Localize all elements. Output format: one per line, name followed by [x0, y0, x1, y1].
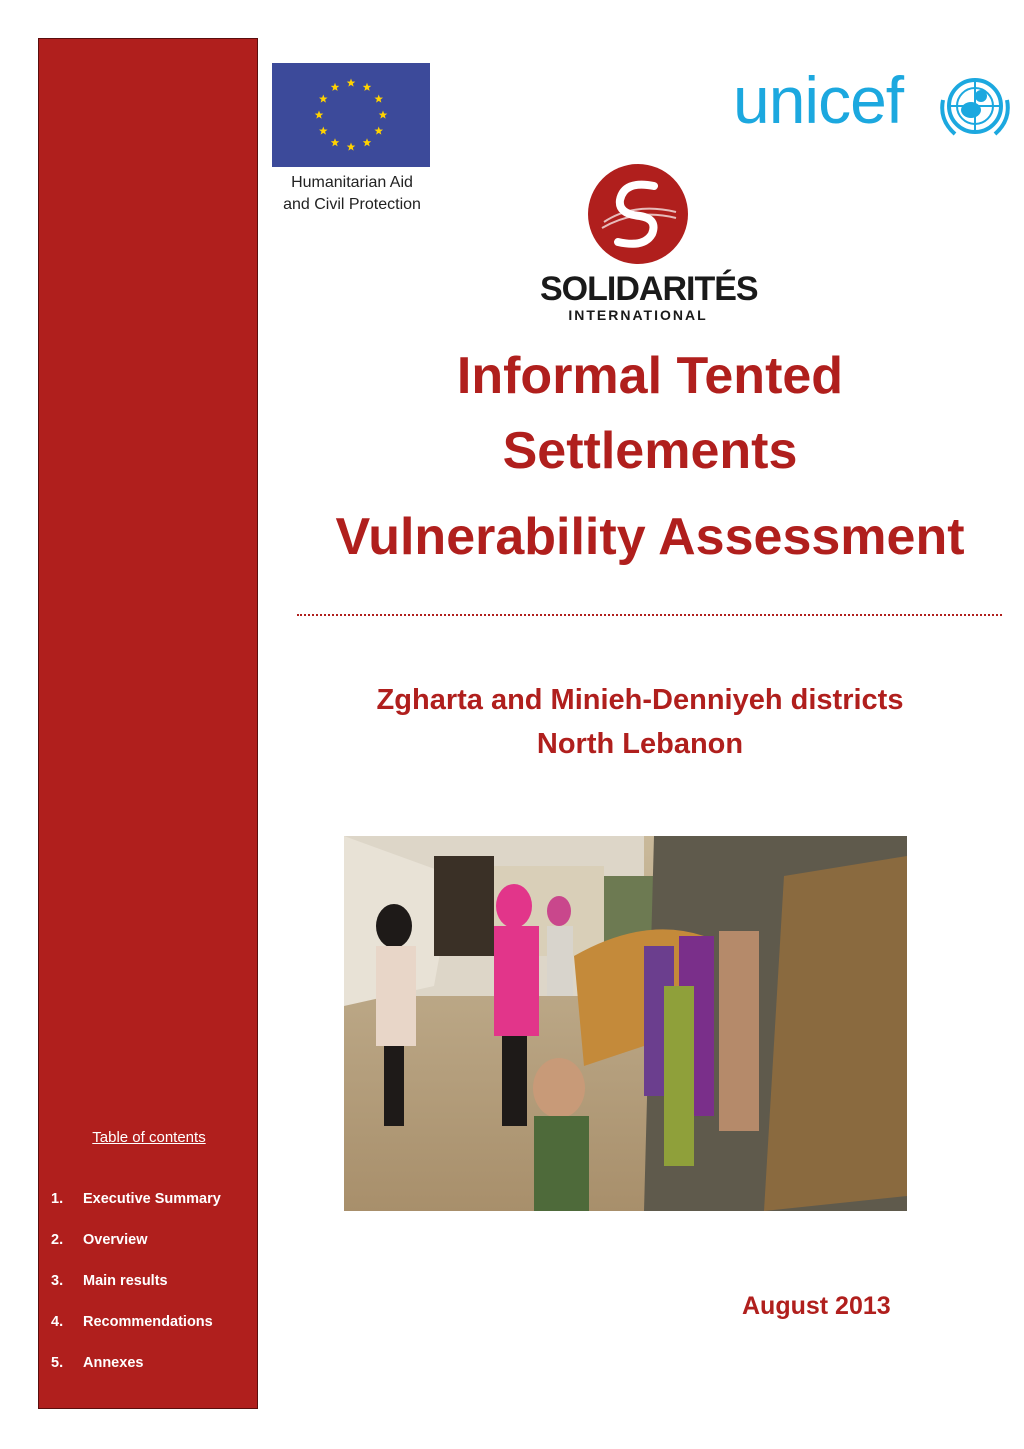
cover-photo [344, 836, 907, 1211]
eu-caption [272, 172, 432, 216]
toc-item-number: 4. [51, 1314, 64, 1330]
toc-item-number: 2. [51, 1232, 64, 1248]
eu-caption-line2: and Civil Protection [283, 196, 421, 213]
toc-item-number: 1. [51, 1191, 64, 1207]
toc-item-label: Main results [83, 1273, 168, 1289]
title-line2: Settlements [502, 422, 798, 480]
toc-item-label: Overview [83, 1232, 148, 1248]
eu-flag-icon [272, 63, 430, 167]
toc-item[interactable] [51, 1314, 221, 1355]
toc-item-label: Annexes [83, 1355, 144, 1371]
toc-list [51, 1191, 221, 1396]
solidarites-subname: INTERNATIONAL [568, 307, 708, 323]
publication-date: August 2013 [742, 1292, 891, 1320]
subtitle-line2: North Lebanon [536, 728, 744, 760]
toc-item-label: Recommendations [83, 1314, 213, 1330]
solidarites-name: SOLIDARITÉS [540, 270, 758, 308]
toc-item-number: 5. [51, 1355, 64, 1371]
unicef-wordmark: unicef [733, 63, 904, 137]
unicef-emblem-icon [935, 70, 1015, 142]
toc-item[interactable] [51, 1232, 221, 1273]
toc-item[interactable] [51, 1191, 221, 1232]
toc-item-number: 3. [51, 1273, 64, 1289]
subtitle-line1: Zgharta and Minieh-Denniyeh districts [376, 684, 904, 716]
title-divider [297, 614, 1002, 616]
sidebar-panel [38, 38, 258, 1409]
toc-heading[interactable]: Table of contents [92, 1129, 206, 1146]
title-line3: Vulnerability Assessment [335, 508, 965, 566]
solidarites-logo-icon [584, 162, 692, 266]
toc-item[interactable] [51, 1355, 221, 1396]
toc-item[interactable] [51, 1273, 221, 1314]
toc-item-label: Executive Summary [83, 1191, 221, 1207]
title-line1: Informal Tented [456, 347, 844, 405]
eu-caption-line1: Humanitarian Aid [291, 174, 413, 191]
